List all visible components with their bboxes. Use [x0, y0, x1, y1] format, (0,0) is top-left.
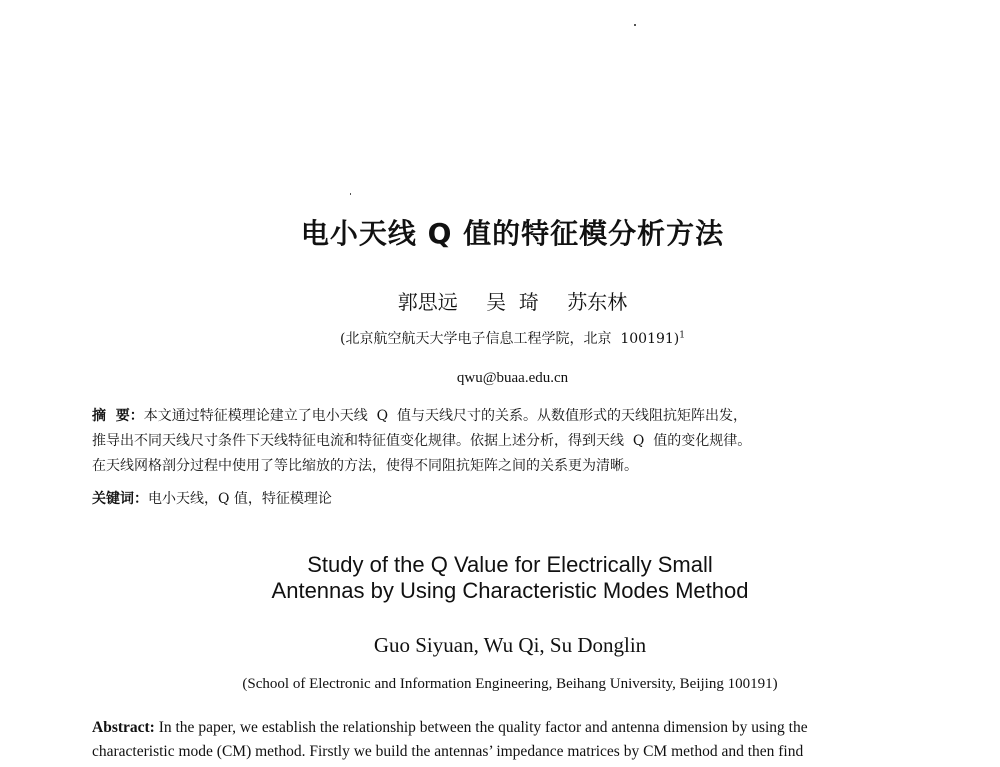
abstract-en: [92, 716, 937, 764]
scan-speck: [350, 193, 351, 195]
scan-speck: [634, 24, 636, 26]
contact-email: qwu@buaa.edu.cn: [456, 370, 569, 386]
paper-title-en-line: Antennas by Using Characteristic Modes Method: [271, 578, 749, 603]
author-name-cn: 郭思远: [397, 290, 458, 314]
affiliation-cn-text: (北京航空航天大学电子信息工程学院，北京 100191): [339, 331, 680, 347]
keywords-cn-label: 关键词：: [92, 491, 148, 507]
abstract-cn-line: 推导出不同天线尺寸条件下天线特征电流和特征值变化规律。依据上述分析，得到天线 Q 值的变化规律。: [92, 433, 752, 449]
abstract-en-label: Abstract:: [92, 719, 155, 736]
author-name-cn: 吴 琦: [486, 290, 539, 314]
affiliation-cn: [0, 328, 1000, 348]
author-list-cn: [0, 286, 1000, 315]
affiliation-cn-footnote-mark: 1: [679, 330, 685, 341]
abstract-en-text: In the paper, we establish the relationship between the quality factor and antenna dimension by using the: [154, 719, 808, 736]
keywords-cn-text: 电小天线，Q 值，特征模理论: [148, 491, 332, 507]
affiliation-en: (School of Electronic and Information Engineering, Beihang University, Beijing 100191): [242, 676, 778, 692]
author-list-en: Guo Siyuan, Wu Qi, Su Donglin: [373, 633, 647, 657]
keywords-cn: [92, 488, 332, 508]
abstract-cn-label: 摘 要：: [92, 408, 144, 424]
paper-title-cn: 电小天线 Q 值的特征模分析方法: [300, 217, 725, 250]
abstract-cn-line: 在天线网格剖分过程中使用了等比缩放的方法，使得不同阻抗矩阵之间的关系更为清晰。: [92, 458, 638, 474]
abstract-en-line: [92, 716, 937, 740]
paper-title-en-line: Study of the Q Value for Electrically Small: [307, 552, 713, 577]
abstract-cn: [92, 404, 924, 479]
author-name-cn: 苏东林: [567, 290, 628, 314]
abstract-cn-text: 本文通过特征模理论建立了电小天线 Q 值与天线尺寸的关系。从数值形式的天线阻抗矩阵出发，: [143, 408, 748, 424]
abstract-cn-line: [92, 404, 924, 429]
abstract-en-line: characteristic mode (CM) method. Firstly we build the antennas’ impedance matrices by CM method and then find: [92, 743, 804, 760]
paper-title-en: [0, 552, 1000, 604]
